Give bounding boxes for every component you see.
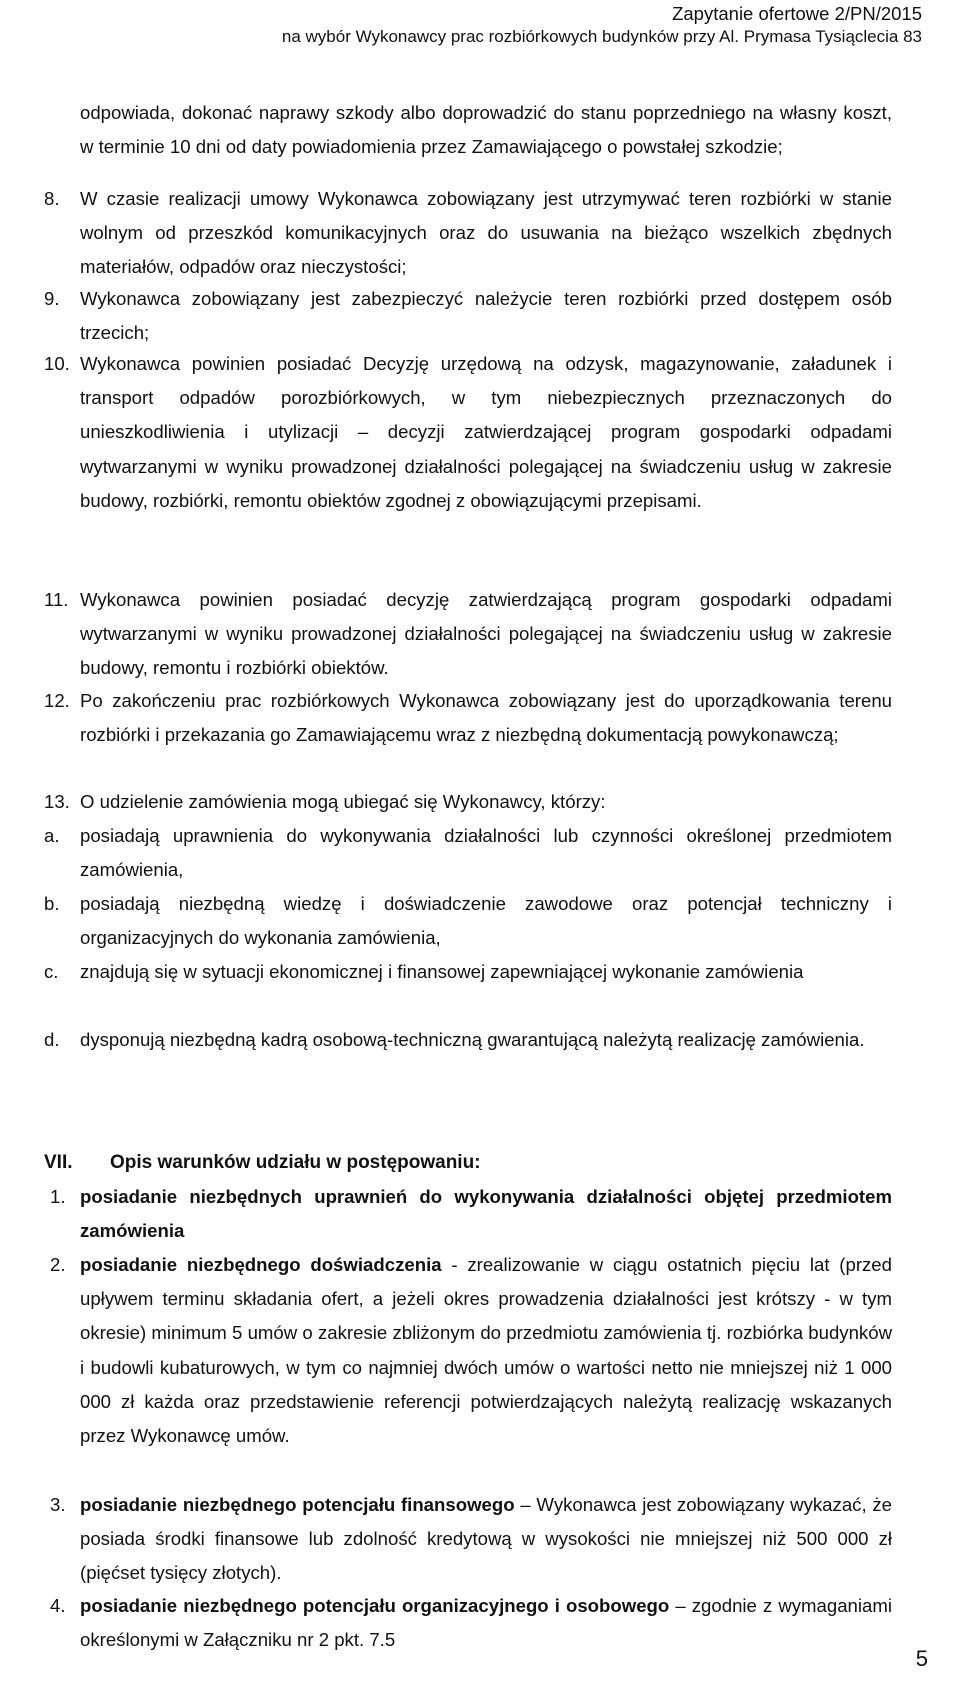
- condition-3-rest: – Wykonawca jest zobowiązany wykazać, że posiada środki finansowe lub zdolność kredytową w wysokości nie mniejszej niż 500 000 zł (pięćset tysięcy złotych).: [80, 1494, 893, 1584]
- condition-3-number: 3.: [50, 1494, 66, 1515]
- item-13-number: 13.: [44, 791, 70, 812]
- item-13-text: O udzielenie zamówienia mogą ubiegać się Wykonawcy, którzy:: [80, 791, 606, 812]
- item-d-text: dysponują niezbędną kadrą osobową-techniczną gwarantującą należytą realizację zamówienia.: [80, 1029, 865, 1050]
- item-9-text: Wykonawca zobowiązany jest zabezpieczyć należycie teren rozbiórki przed dostępem osób trzecich;: [80, 288, 892, 344]
- item-c-letter: c.: [44, 961, 59, 982]
- header-subtitle: na wybór Wykonawcy prac rozbiórkowych budynków przy Al. Prymasa Tysiąclecia 83: [281, 27, 922, 46]
- condition-2-bold: posiadanie niezbędnego doświadczenia: [80, 1254, 442, 1275]
- item-a-text: posiadają uprawnienia do wykonywania działalności lub czynności określonej przedmiotem zamówienia,: [80, 825, 892, 881]
- item-8-number: 8.: [44, 188, 60, 209]
- condition-3-text: [80, 1488, 892, 1591]
- page-number: 5: [915, 1646, 928, 1671]
- item-11-number: 11.: [44, 589, 69, 610]
- condition-2-rest: - zrealizowanie w ciągu ostatnich pięciu lat (przed upływem terminu składania ofert, a jeżeli okres prowadzenia działalności jest krótszy - w tym okresie) minimum 5 umów o zakresie zbliżonym do przedmiotu zamówienia tj. rozbiórka budynków i budowli kubaturowych, w tym co najmniej dwóch umów o wartości netto nie mniejszej niż 1 000 000 zł każda oraz przedstawienie referencji potwierdzających należytą realizację wskazanych przez Wykonawcę umów.: [80, 1254, 892, 1447]
- condition-4-text: [80, 1589, 892, 1657]
- condition-4-number: 4.: [50, 1595, 66, 1616]
- condition-3-bold: posiadanie niezbędnego potencjału finansowego: [80, 1494, 515, 1515]
- condition-4-bold: posiadanie niezbędnego potencjału organizacyjnego i osobowego: [80, 1595, 670, 1616]
- item-b-text: posiadają niezbędną wiedzę i doświadczenie zawodowe oraz potencjał techniczny i organizacyjnych do wykonania zamówienia,: [80, 893, 892, 949]
- item-12-number: 12.: [44, 690, 70, 711]
- condition-2-number: 2.: [50, 1254, 66, 1275]
- item-8-text: W czasie realizacji umowy Wykonawca zobowiązany jest utrzymywać teren rozbiórki w stanie wolnym od przeszkód komunikacyjnych oraz do usuwania na bieżąco wszelkich zbędnych materiałów, odpadów oraz nieczystości;: [80, 188, 892, 278]
- condition-1-bold: posiadanie niezbędnych uprawnień do wykonywania działalności objętej przedmiotem zamówienia: [80, 1186, 892, 1242]
- condition-4-rest: – zgodnie z wymaganiami określonymi w Załączniku nr 2 pkt. 7.5: [80, 1595, 892, 1651]
- condition-1-number: 1.: [50, 1186, 66, 1207]
- header-title: Zapytanie ofertowe 2/PN/2015: [672, 3, 922, 24]
- item-d-letter: d.: [44, 1029, 60, 1050]
- item-10-text: Wykonawca powinien posiadać Decyzję urzędową na odzysk, magazynowanie, załadunek i transport odpadów porozbiórkowych, w tym niebezpiecznych przeznaczonych do unieszkodliwienia i utylizacji – decyzji zatwierdzającej program gospodarki odpadami wytwarzanymi w wyniku prowadzonej działalności polegającej na świadczeniu usług w zakresie budowy, rozbiórki, remontu obiektów zgodnej z obowiązującymi przepisami.: [80, 353, 892, 511]
- item-b-letter: b.: [44, 893, 60, 914]
- section-roman-numeral: VII.: [44, 1152, 73, 1173]
- item-a-letter: a.: [44, 825, 60, 846]
- item-10-number: 10.: [44, 353, 70, 374]
- item-11-text: Wykonawca powinien posiadać decyzję zatwierdzającą program gospodarki odpadami wytwarzanymi w wyniku prowadzonej działalności polegającej na świadczeniu usług w zakresie budowy, remontu i rozbiórki obiektów.: [80, 589, 892, 679]
- condition-2-text: [80, 1248, 892, 1453]
- section-heading: [44, 1146, 481, 1180]
- item-9-number: 9.: [44, 288, 60, 309]
- item-c-text: znajdują się w sytuacji ekonomicznej i finansowej zapewniającej wykonanie zamówienia: [80, 961, 804, 982]
- continued-paragraph: odpowiada, dokonać naprawy szkody albo doprowadzić do stanu poprzedniego na własny koszt, w terminie 10 dni od daty powiadomienia przez Zamawiającego o powstałej szkodzie;: [80, 102, 892, 158]
- section-title: Opis warunków udziału w postępowaniu:: [110, 1152, 481, 1173]
- page-header: [282, 2, 922, 48]
- condition-1-text: [80, 1180, 892, 1248]
- item-12-text: Po zakończeniu prac rozbiórkowych Wykonawca zobowiązany jest do uporządkowania terenu rozbiórki i przekazania go Zamawiającemu wraz z niezbędną dokumentacją powykonawczą;: [80, 690, 892, 746]
